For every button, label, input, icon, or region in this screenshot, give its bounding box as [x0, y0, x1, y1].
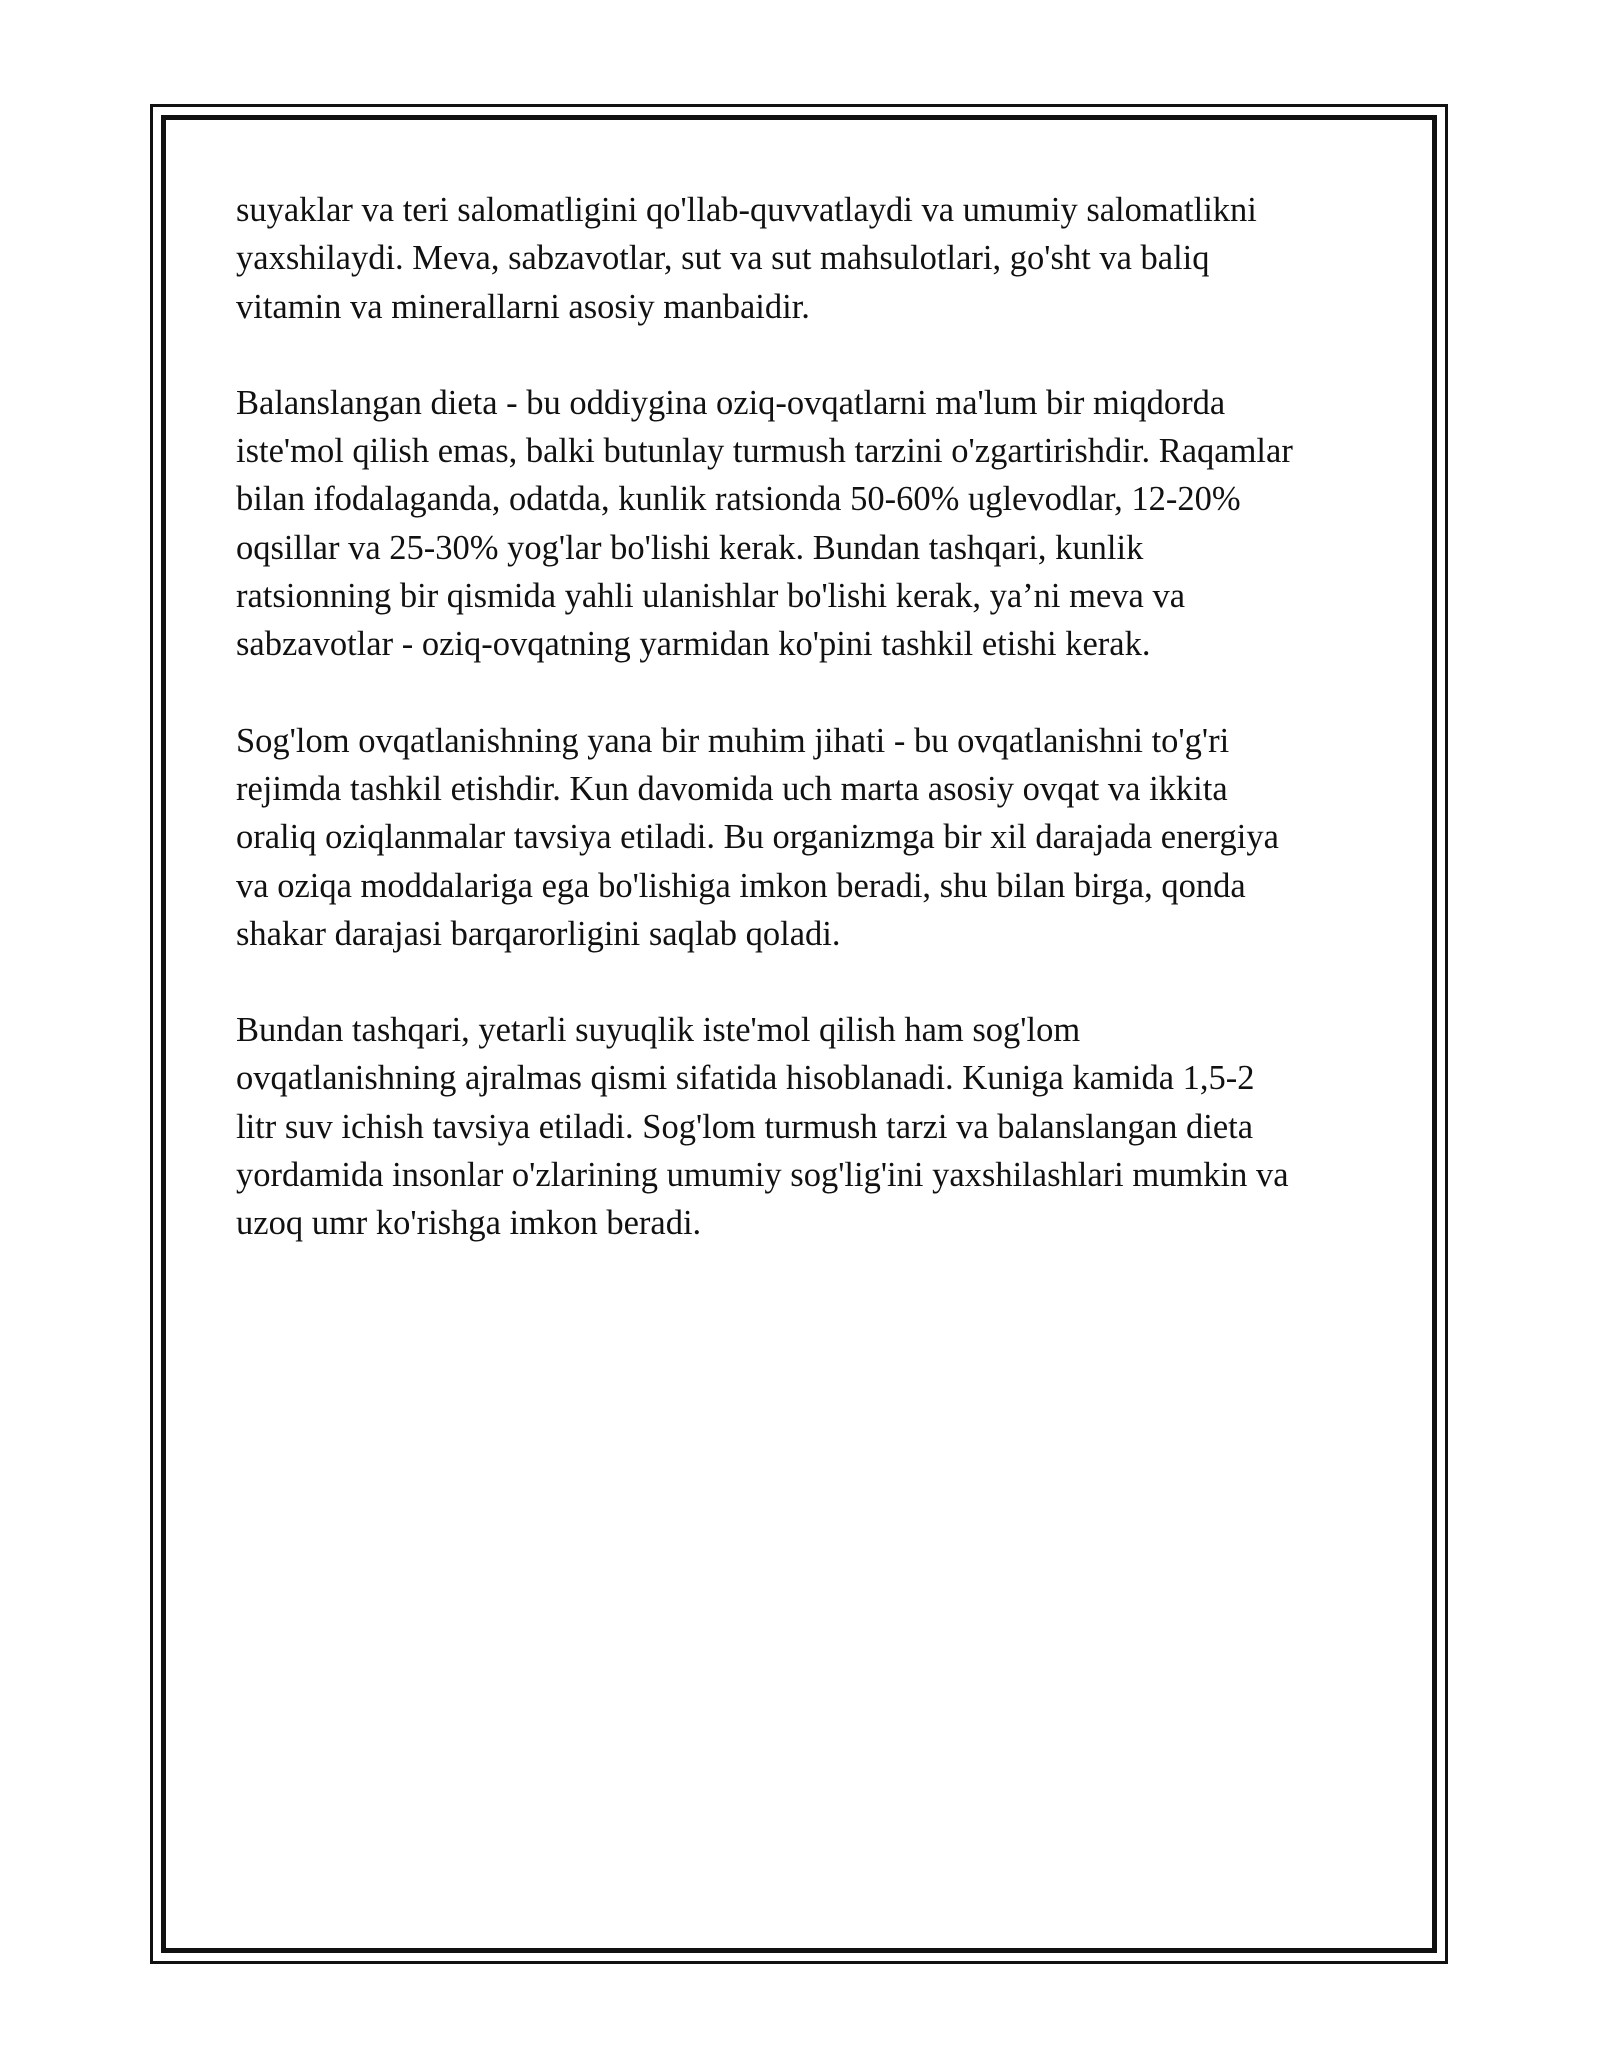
text-line: oqsillar va 25-30% yog'lar bo'lishi kerak. Bundan tashqari, kunlik: [236, 528, 1144, 567]
text-line: yordamida insonlar o'zlarining umumiy sog'lig'ini yaxshilashlari mumkin va: [236, 1156, 1289, 1195]
paragraph-4: [236, 1006, 1376, 1247]
text-line: ratsionning bir qismida yahli ulanishlar bo'lishi kerak, ya’ni meva va: [236, 577, 1186, 616]
text-line: sabzavotlar - oziq-ovqatning yarmidan ko'pini tashkil etishi kerak.: [236, 625, 1151, 664]
text-line: bilan ifodalaganda, odatda, kunlik ratsionda 50-60% uglevodlar, 12-20%: [236, 480, 1241, 519]
paragraph-3: [236, 717, 1376, 958]
text-line: yaxshilaydi. Meva, sabzavotlar, sut va sut mahsulotlari, go'sht va baliq: [236, 239, 1210, 278]
text-line: iste'mol qilish emas, balki butunlay turmush tarzini o'zgartirishdir. Raqamlar: [236, 432, 1293, 471]
text-line: uzoq umr ko'rishga imkon beradi.: [236, 1204, 702, 1243]
text-line: vitamin va minerallarni asosiy manbaidir.: [236, 287, 810, 326]
text-line: oraliq oziqlanmalar tavsiya etiladi. Bu organizmga bir xil darajada energiya: [236, 818, 1279, 857]
document-body: [236, 186, 1376, 1296]
paragraph-1: [236, 186, 1376, 331]
text-line: suyaklar va teri salomatligini qo'llab-quvvatlaydi va umumiy salomatlikni: [236, 191, 1257, 229]
text-line: ovqatlanishning ajralmas qismi sifatida hisoblanadi. Kuniga kamida 1,5-2: [236, 1059, 1255, 1098]
text-line: Sog'lom ovqatlanishning yana bir muhim jihati - bu ovqatlanishni to'g'ri: [236, 721, 1230, 760]
text-line: litr suv ichish tavsiya etiladi. Sog'lom turmush tarzi va balanslangan dieta: [236, 1107, 1254, 1146]
text-line: rejimda tashkil etishdir. Kun davomida uch marta asosiy ovqat va ikkita: [236, 769, 1228, 808]
text-line: Balanslangan dieta - bu oddiygina oziq-ovqatlarni ma'lum bir miqdorda: [236, 383, 1226, 422]
text-line: va oziqa moddalariga ega bo'lishiga imkon beradi, shu bilan birga, qonda: [236, 866, 1246, 905]
paragraph-2: [236, 379, 1376, 669]
text-line: Bundan tashqari, yetarli suyuqlik iste'mol qilish ham sog'lom: [236, 1011, 1081, 1050]
text-line: shakar darajasi barqarorligini saqlab qoladi.: [236, 914, 841, 953]
